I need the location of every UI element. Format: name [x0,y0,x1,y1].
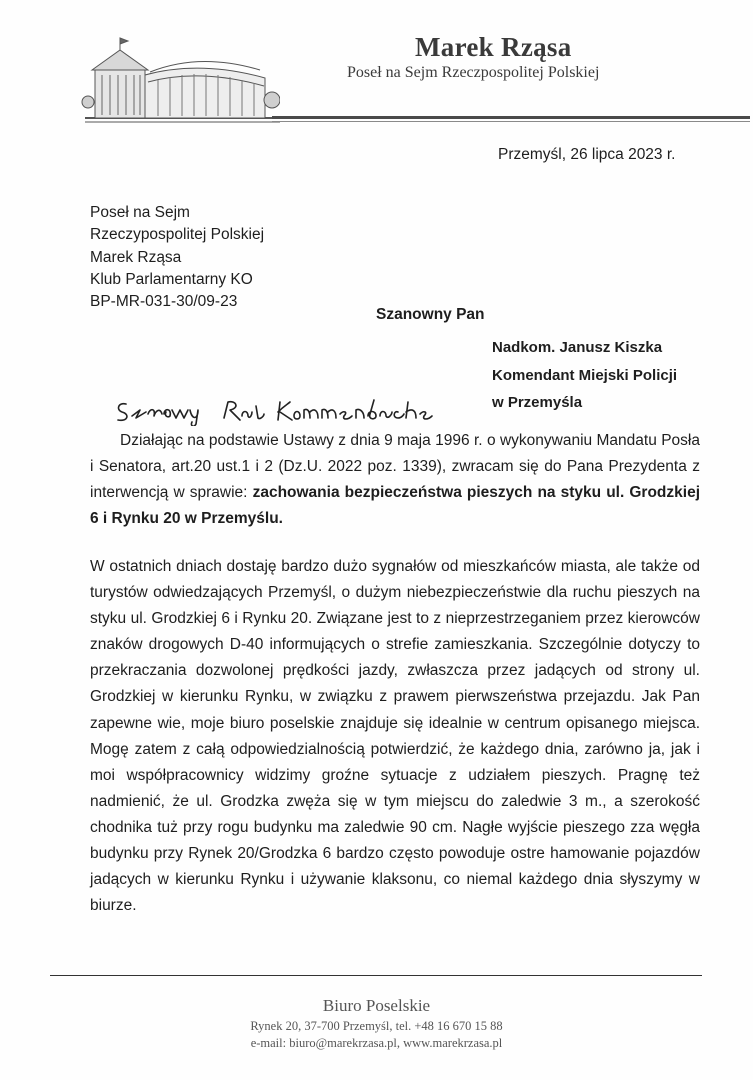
sender-line: Klub Parlamentarny KO [90,270,253,288]
body-paragraph-2: W ostatnich dniach dostaję bardzo dużo sygnałów od mieszkańców miasta, ale także od turystów odwiedzających Przemyśl, o dużym niebezpieczeństwie dla ruchu pieszych na styku ul. Grodzkiej 6 i Rynku 20. Związane jest to z nieprzestrzeganiem przez kierowców znaków drogowych D-40 informujących o strefie zamieszkania. Szczególnie dotyczy to przekraczania dozwolonej prędkości jazdy, zwłaszcza przez jadących od strony ul. Grodzkiej w kierunku Rynku, w związku z prawem pierwszeństwa przejazdu. Jak Pan zapewne wie, moje biuro poselskie znajduje się idealnie w centrum opisanego miejsca. Mogę zatem z całą odpowiedzialnością potwierdzić, że każdego dnia, zarówno ja, jak i moi współpracownicy widzimy groźne sytuacje z udziałem pieszych. Pragnę też nadmienić, że ul. Grodzka zwęża się w tym miejscu do zaledwie 3 m., a szerokość chodnika tuż przy rogu budynku ma zaledwie 90 cm. Nagłe wyjście pieszego zza węgła budynku przy Rynek 20/Grodzka 6 bardzo często powoduje ostre hamowanie pojazdów jadących w kierunku Rynku i używanie klaksonu, co niemal każdego dnia słyszymy w biurze. [90,558,700,915]
letter-date: Przemyśl, 26 lipca 2023 r. [498,146,676,163]
recipient-block [492,334,677,417]
body-paragraph-1 [90,428,700,532]
sejm-building-icon [80,30,280,130]
footer-divider [50,975,702,976]
salutation-to: Szanowny Pan [376,306,485,323]
sender-line: Poseł na Sejm [90,204,190,221]
letterhead-divider [272,116,750,119]
handwritten-greeting-signature [112,394,442,426]
recipient-line: Komendant Miejski Policji [492,366,678,384]
recipient-line: Nadkom. Janusz Kiszka [492,339,663,356]
sender-line: Rzeczypospolitej Polskiej [90,226,265,244]
footer-title: Biuro Poselskie [322,996,431,1015]
recipient-line: w Przemyśla [492,394,583,411]
footer-contact: e-mail: biuro@marekrzasa.pl, www.marekrzasa.pl [250,1036,503,1050]
sender-block [90,202,264,313]
body-paragraph-1-text: Działając na podstawie Ustawy z dnia 9 maja 1996 r. o wykonywaniu Mandatu Posła i Senatora, art.20 ust.1 i 2 (Dz.U. 2022 poz. 1339), zwracam się do Pana Prezydenta z interwencją w sprawie: [90,432,700,502]
footer-address: Rynek 20, 37-700 Przemyśl, tel. +48 16 670 15 88 [250,1019,503,1033]
body-paragraph-1-subject: zachowania bezpieczeństwa pieszych na styku ul. Grodzkiej 6 i Rynku 20 w Przemyślu. [90,484,701,528]
letterhead-name: Marek Rząsa [415,32,572,62]
letterhead-title: Poseł na Sejm Rzeczpospolitej Polskiej [347,64,600,81]
sender-line: Marek Rząsa [90,248,182,266]
letterhead-divider-thin [272,121,750,122]
sender-line: BP-MR-031-30/09-23 [90,293,238,311]
